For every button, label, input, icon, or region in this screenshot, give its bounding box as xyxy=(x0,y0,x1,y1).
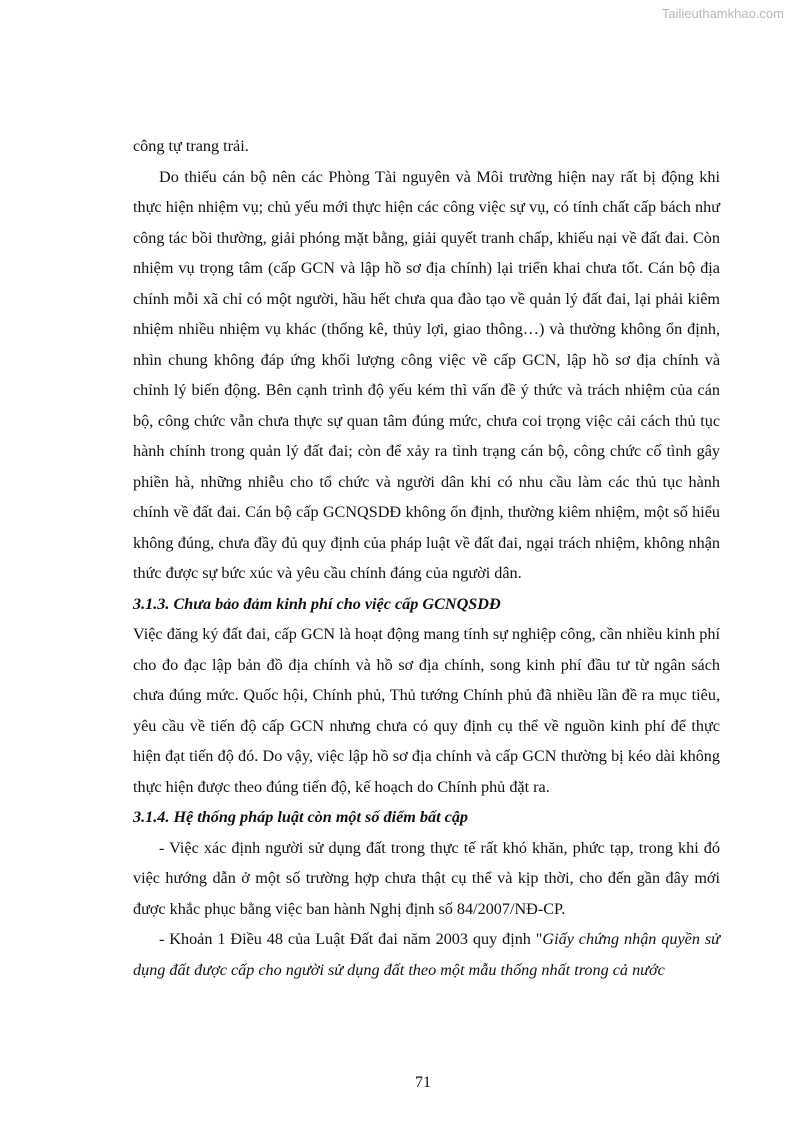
paragraph-land-user-identification: - Việc xác định người sử dụng đất trong thực tế rất khó khăn, phức tạp, trong khi đó việc hướng dẫn ở một số trường hợp chưa thật cụ thể và kịp thời, cho đến gần đây mới được khắc phục bằng việc ban hành Nghị định số 84/2007/NĐ-CP. xyxy=(133,838,720,918)
article-48-quote: Giấy chứng nhận quyền sử dụng đất được cấp cho người sử dụng đất theo một mẫu thống nhất trong cả nước xyxy=(133,930,721,979)
paragraph-staff-shortage: Do thiếu cán bộ nên các Phòng Tài nguyên và Môi trường hiện nay rất bị động khi thực hiện nhiệm vụ; chủ yếu mới thực hiện các công việc sự vụ, có tính chất cấp bách như công tác bồi thường, giải phóng mặt bằng, giải quyết tranh chấp, khiếu nại về đất đai. Còn nhiệm vụ trọng tâm (cấp GCN và lập hồ sơ địa chính) lại triển khai chưa tốt. Cán bộ địa chính mỗi xã chỉ có một người, hầu hết chưa qua đào tạo về quản lý đất đai, lại phải kiêm nhiệm nhiều nhiệm vụ khác (thống kê, thủy lợi, giao thông…) và thường không ổn định, nhìn chung không đáp ứng khối lượng công việc về cấp GCN, lập hồ sơ địa chính và chỉnh lý biến động. Bên cạnh trình độ yếu kém thì vấn đề ý thức và trách nhiệm của cán bộ, công chức vẫn chưa thực sự quan tâm đúng mức, chưa coi trọng việc cải cách thủ tục hành chính trong quản lý đất đai; còn để xảy ra tình trạng cán bộ, công chức cố tình gây phiền hà, những nhiễu cho tổ chức và người dân khi có nhu cầu làm các thủ tục hành chính về đất đai. Cán bộ cấp GCNQSDĐ không ổn định, thường kiêm nhiệm, một số hiểu không đúng, chưa đầy đủ quy định của pháp luật về đất đai, ngại trách nhiệm, không nhận thức được sự bức xúc và yêu cầu chính đáng của người dân. xyxy=(133,167,720,582)
paragraph-continuation: công tự trang trải. xyxy=(133,137,249,155)
article-48-intro: - Khoản 1 Điều 48 của Luật Đất đai năm 2003 quy định " xyxy=(159,930,543,948)
section-heading-3-1-3: 3.1.3. Chưa bảo đảm kinh phí cho việc cấp GCNQSDĐ xyxy=(133,594,501,613)
paragraph-funding: Việc đăng ký đất đai, cấp GCN là hoạt động mang tính sự nghiệp công, cần nhiều kinh phí cho đo đạc lập bản đồ địa chính và hồ sơ địa chính, song kinh phí đầu tư từ ngân sách chưa đúng mức. Quốc hội, Chính phủ, Thủ tướng Chính phủ đã nhiều lần đề ra mục tiêu, yêu cầu về tiến độ cấp GCN nhưng chưa có quy định cụ thể về nguồn kinh phí để thực hiện đạt tiến độ đó. Do vậy, việc lập hồ sơ địa chính và cấp GCN thường bị kéo dài không thực hiện được theo đúng tiến độ, kế hoạch do Chính phủ đặt ra. xyxy=(133,625,720,796)
paragraph-land-law-article-48 xyxy=(133,924,720,985)
section-heading-3-1-4: 3.1.4. Hệ thống pháp luật còn một số điểm bất cập xyxy=(133,808,469,826)
document-body xyxy=(133,131,720,985)
watermark: Tailieuthamkhao.com xyxy=(661,6,784,21)
page-number: 71 xyxy=(415,1074,431,1091)
